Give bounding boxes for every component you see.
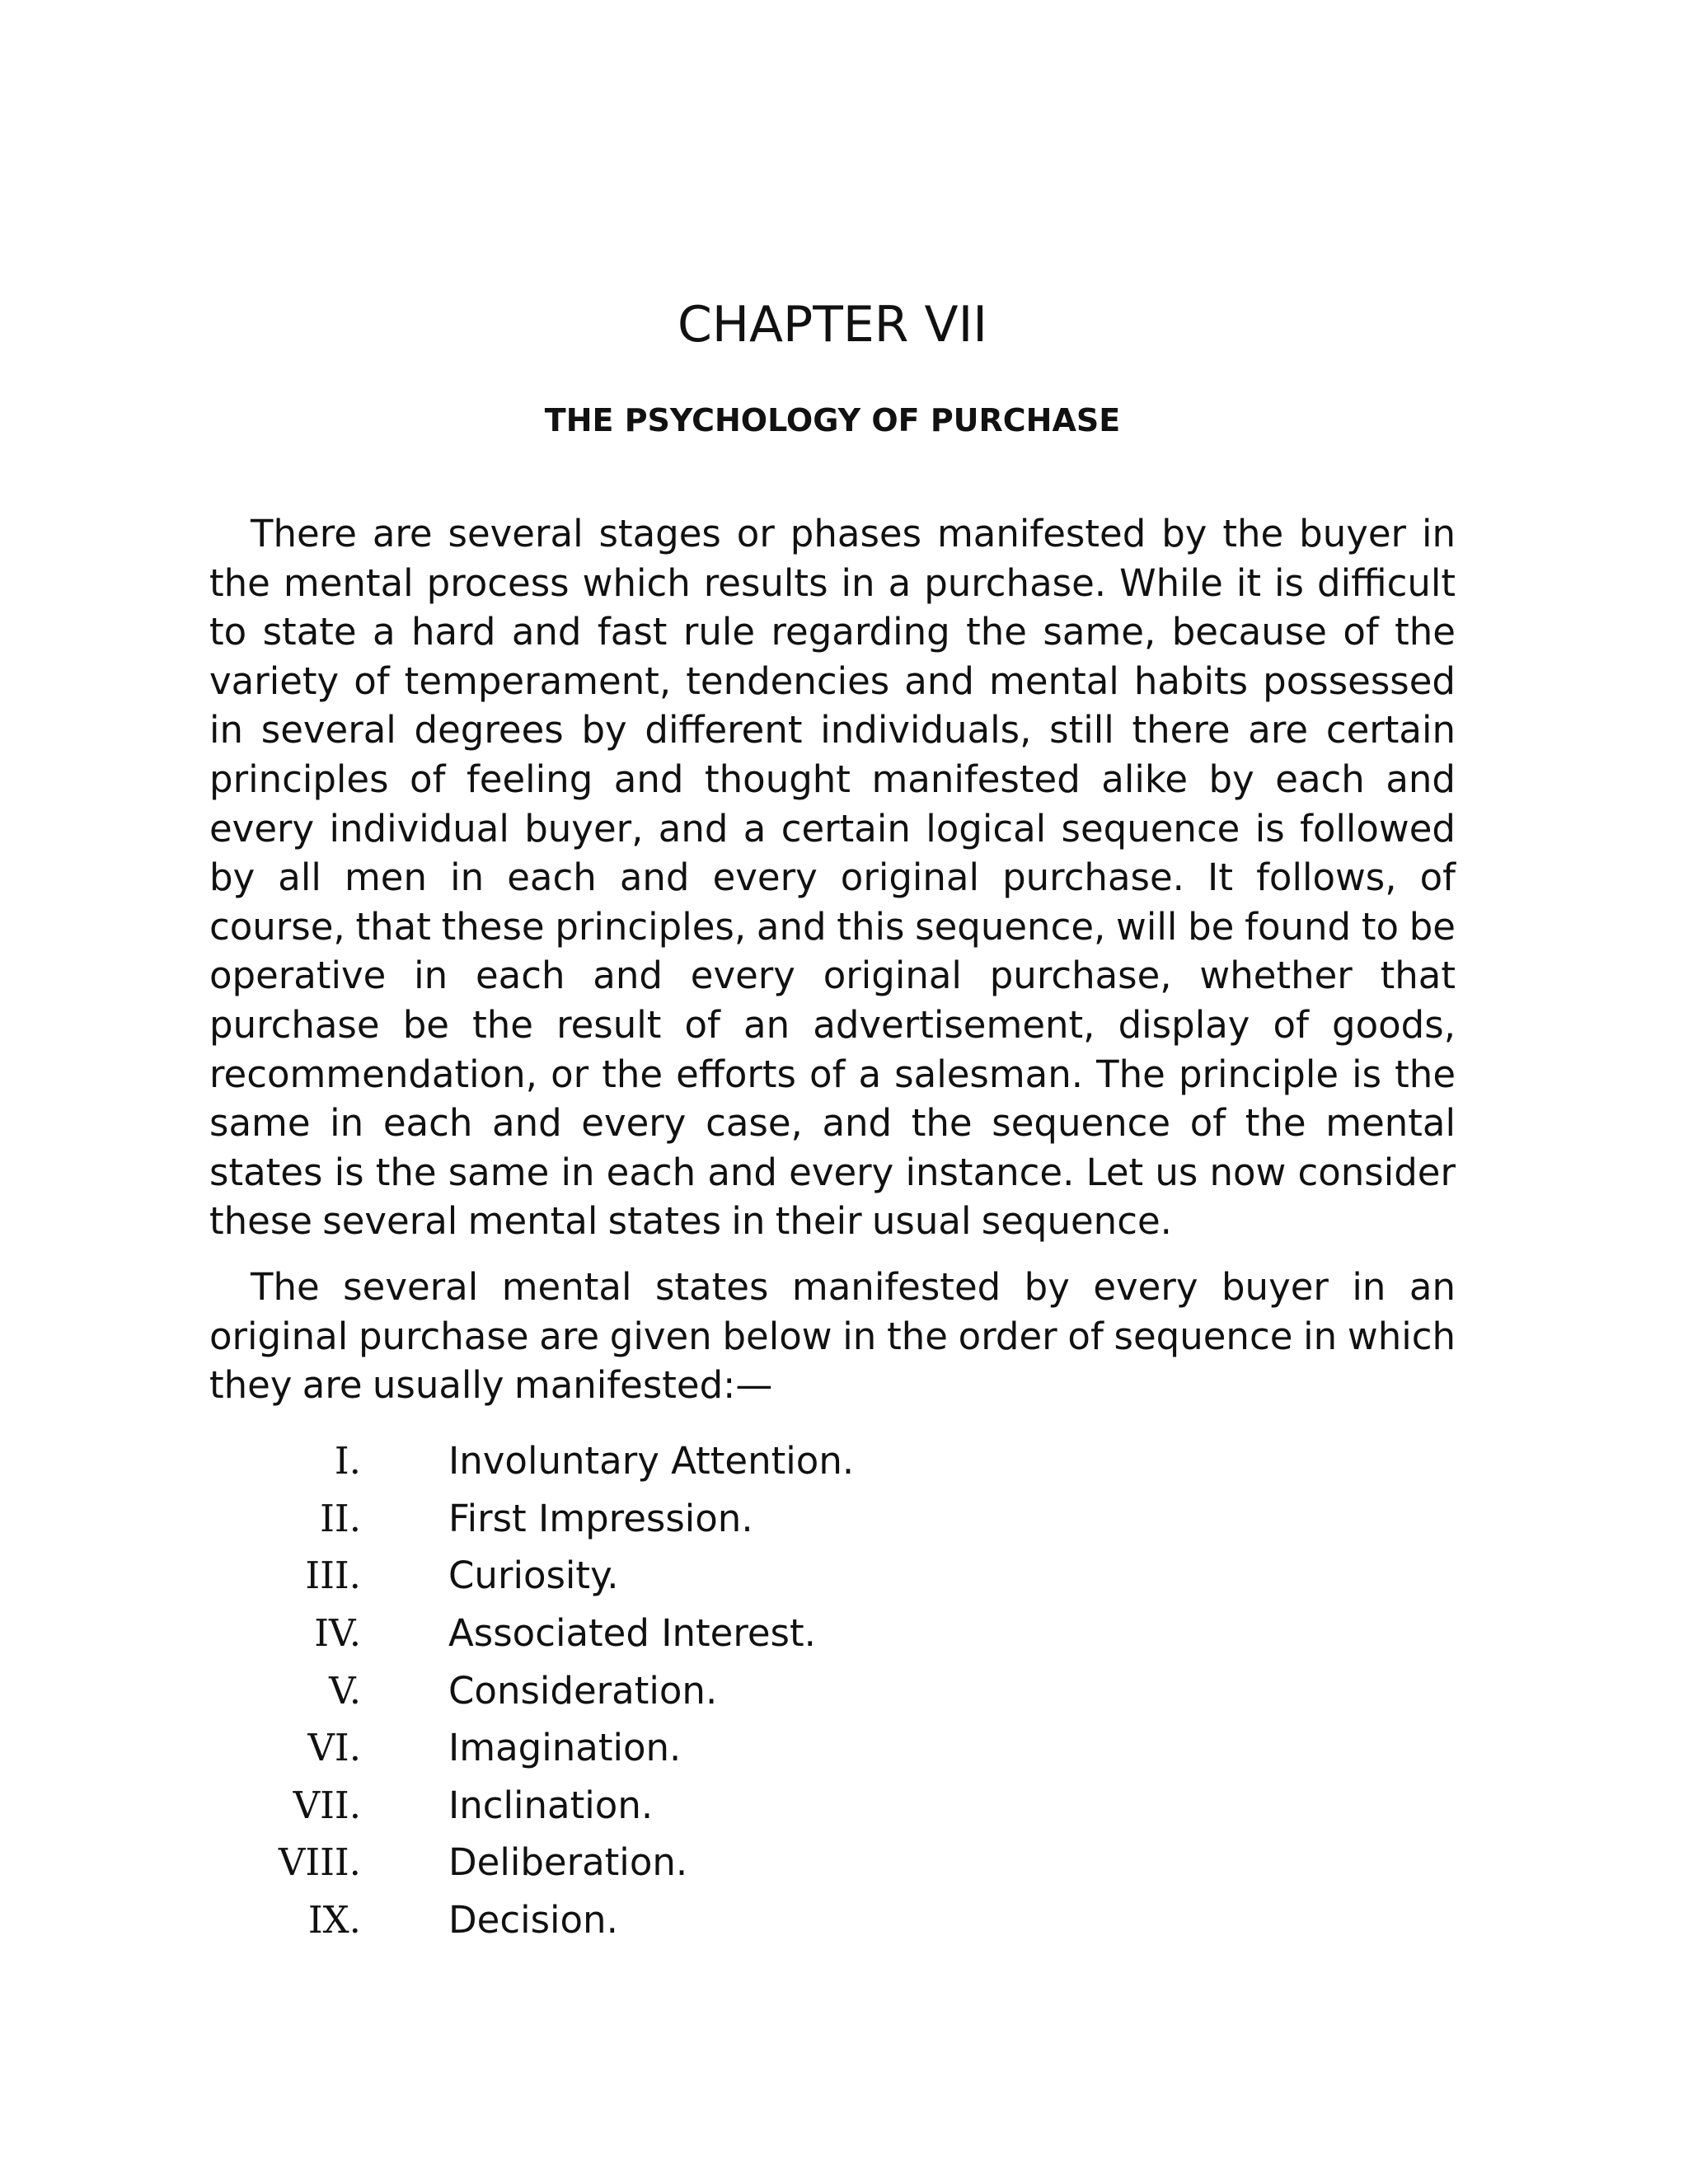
list-item <box>209 1547 1456 1605</box>
stage-label: Inclination. <box>448 1783 654 1827</box>
stage-numeral: V. <box>329 1668 361 1713</box>
stage-label: Curiosity. <box>448 1554 619 1598</box>
stage-numeral: VIII. <box>278 1840 361 1885</box>
stage-numeral: IV. <box>314 1611 361 1656</box>
stage-numeral: VI. <box>307 1726 361 1770</box>
stage-numeral: II. <box>320 1496 361 1540</box>
list-item <box>209 1490 1456 1548</box>
chapter-subtitle: THE PSYCHOLOGY OF PURCHASE <box>544 402 1121 438</box>
stage-numeral: VII. <box>293 1783 361 1827</box>
list-item <box>209 1661 1456 1719</box>
stage-numeral: III. <box>305 1554 361 1598</box>
list-item <box>209 1719 1456 1777</box>
stage-label: Associated Interest. <box>448 1611 816 1656</box>
stage-list <box>209 1432 1456 1948</box>
stage-numeral: IX. <box>307 1898 361 1943</box>
list-item <box>209 1432 1456 1490</box>
paragraph: There are several stages or phases manifested by the buyer in the mental process which results in a purchase. While it is difficult to state a hard and fast rule regarding the same, because of the variety of temperament, tendencies and mental habits possessed in several degrees by different individuals, still there are certain principles of feeling and thought manifested alike by each and every individual buyer, and a certain logical sequence is followed by all men in each and every original purchase. It follows, of course, that these principles, and this sequence, will be found to be operative in each and every original purchase, whether that purchase be the result of an advertisement, display of goods, recommendation, or the efforts of a salesman. The principle is the same in each and every case, and the sequence of the mental states is the same in each and every instance. Let us now consider these several mental states in their usual sequence. <box>209 512 1456 1244</box>
list-item <box>209 1777 1456 1835</box>
paragraph: The several mental states manifested by every buyer in an original purchase are given below in the order of sequence in which they are usually manifested:— <box>209 1264 1456 1408</box>
stage-label: Involuntary Attention. <box>448 1439 855 1483</box>
stage-label: First Impression. <box>448 1496 753 1540</box>
body-text <box>209 509 1456 1427</box>
stage-label: Decision. <box>448 1898 618 1943</box>
stage-numeral: I. <box>334 1439 361 1483</box>
stage-label: Consideration. <box>448 1668 718 1713</box>
list-item <box>209 1891 1456 1949</box>
chapter-title: CHAPTER VII <box>678 296 987 354</box>
stage-label: Deliberation. <box>448 1840 688 1885</box>
stage-label: Imagination. <box>448 1726 682 1770</box>
list-item <box>209 1605 1456 1662</box>
list-item <box>209 1834 1456 1891</box>
